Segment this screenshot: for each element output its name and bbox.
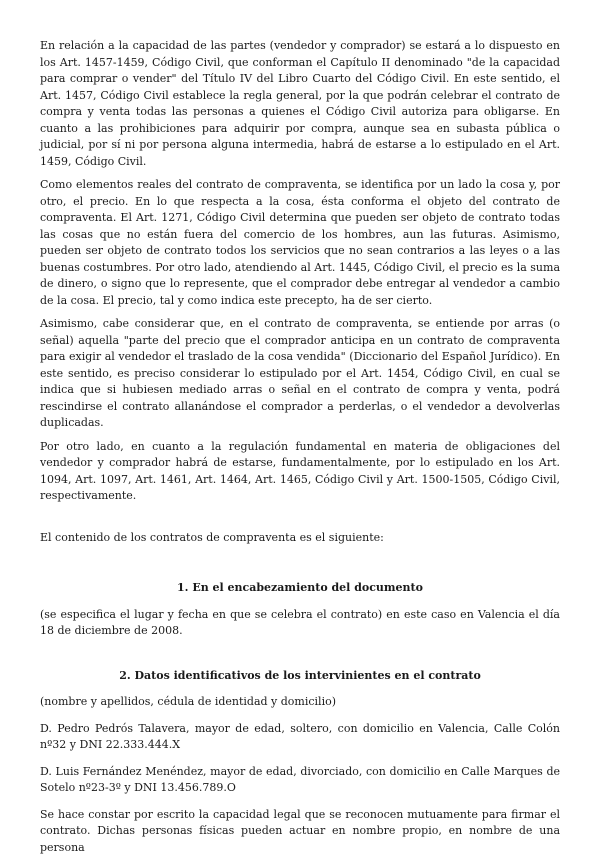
paragraph-arras: Asimismo, cabe considerar que, en el contrato de compraventa, se entiende por arras (o señal) aquella "parte del precio que el comprador anticipa en un contrato de compraventa para exigir al vendedor el traslado de la cosa vendida" (Diccionario del Español Jurídico). En este sentido, es preciso considerar lo estipulado por el Art. 1454, Código Civil, en cual se indica que si hubiesen mediado arras o señal en el contrato de compra y venta, podrá rescindirse el contrato allanándose el comprador a perderlas, o el vendedor a devolverlas duplicadas. bbox=[40, 316, 560, 432]
section-1-text: (se especifica el lugar y fecha en que se celebra el contrato) en este caso en Valencia el día 18 de diciembre de 2008. bbox=[40, 607, 560, 640]
paragraph-capacity: En relación a la capacidad de las partes (vendedor y comprador) se estará a lo dispuesto en los Art. 1457-1459, Código Civil, que conforman el Capítulo II denominado "de la capacidad para comprar o vender" del Título IV del Libro Cuarto del Código Civil. En este sentido, el Art. 1457, Código Civil establece la regla general, por la que podrán celebrar el contrato de compra y venta todas las personas a quienes el Código Civil autoriza para obligarse. En cuanto a las prohibiciones para adquirir por compra, aunque sea en subasta pública o judicial, por sí ni por persona alguna intermedia, habrá de estarse a lo estipulado en el Art. 1459, Código Civil. bbox=[40, 38, 560, 170]
paragraph-obligations: Por otro lado, en cuanto a la regulación fundamental en materia de obligaciones del vendedor y comprador habrá de estarse, fundamentalmente, por lo estipulado en los Art. 1094, Art. 1097, Art. 1461, Art. 1464, Art. 1465, Código Civil y Art. 1500-1505, Código Civil, respectivamente. bbox=[40, 439, 560, 505]
paragraph-real-elements: Como elementos reales del contrato de compraventa, se identifica por un lado la cosa y, por otro, el precio. En lo que respecta a la cosa, ésta conforma el objeto del contrato de compraventa. El Art. 1271, Código Civil determina que pueden ser objeto de contrato todas las cosas que no están fuera del comercio de los hombres, aun las futuras. Asimismo, pueden ser objeto de contrato todos los servicios que no sean contrarios a las leyes o a las buenas costumbres. Por otro lado, atendiendo al Art. 1445, Código Civil, el precio es la suma de dinero, o signo que lo represente, que el comprador debe entregar al vendedor a cambio de la cosa. El precio, tal y como indica este precepto, ha de ser cierto. bbox=[40, 177, 560, 309]
person-1: D. Pedro Pedrós Talavera, mayor de edad, soltero, con domicilio en Valencia, Calle Colón nº32 y DNI 22.333.444.X bbox=[40, 721, 560, 754]
section-2-subtitle: (nombre y apellidos, cédula de identidad y domicilio) bbox=[40, 694, 560, 711]
contents-intro: El contenido de los contratos de compraventa es el siguiente: bbox=[40, 530, 560, 547]
section-1-heading: 1. En el encabezamiento del documento bbox=[40, 580, 560, 597]
section-2-closing: Se hace constar por escrito la capacidad legal que se reconocen mutuamente para firmar el contrato. Dichas personas físicas pueden actuar en nombre propio, en nombre de una persona bbox=[40, 807, 560, 856]
person-2: D. Luis Fernández Menéndez, mayor de edad, divorciado, con domicilio en Calle Marques de Sotelo nº23-3º y DNI 13.456.789.O bbox=[40, 764, 560, 797]
section-2-heading: 2. Datos identificativos de los intervinientes en el contrato bbox=[40, 668, 560, 685]
